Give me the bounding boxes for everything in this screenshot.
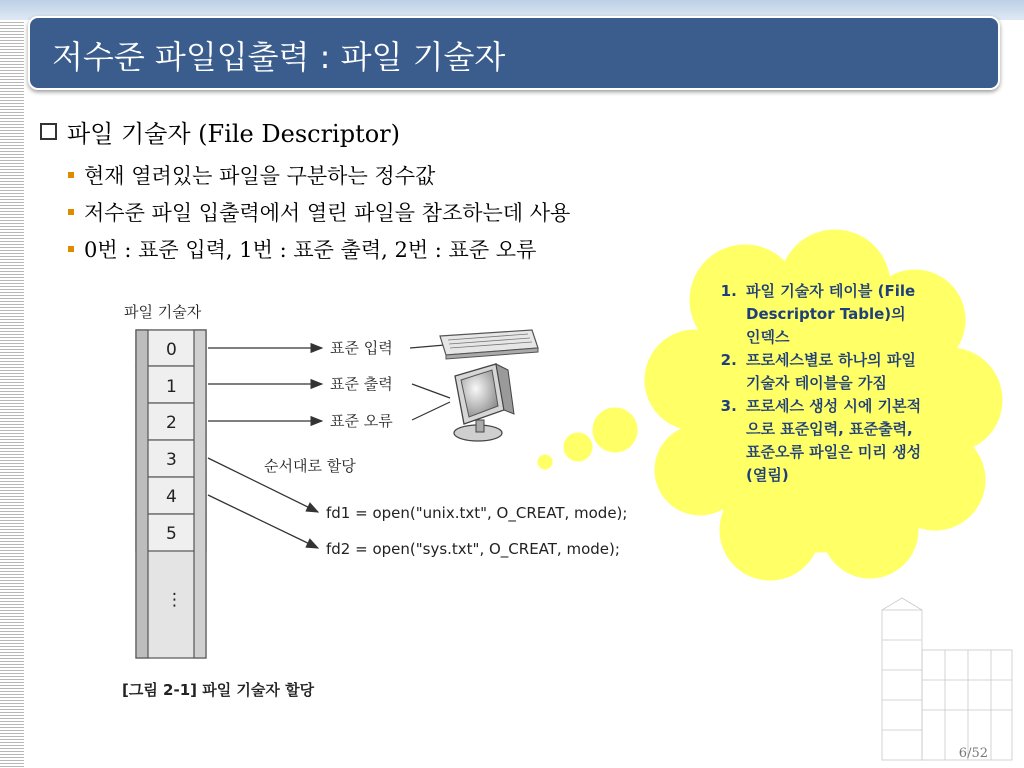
bullet-text: 저수준 파일 입출력에서 열린 파일을 참조하는데 사용 — [84, 201, 571, 225]
code-fd2: fd2 = open("sys.txt", O_CREAT, mode); — [326, 540, 620, 558]
stdout-label: 표준 출력 — [330, 375, 393, 393]
table-cell: 0 — [166, 340, 177, 360]
bullet-text: 현재 열려있는 파일을 구분하는 정수값 — [84, 164, 436, 188]
heading-text: 파일 기술자 (File Descriptor) — [67, 120, 401, 148]
stderr-label: 표준 오류 — [330, 412, 393, 430]
building-sketch-icon — [882, 598, 1012, 760]
cloud-item: 3. 프로세스 생성 시에 기본적으로 표준입력, 표준출력, 표준오류 파일은 미리 생성(열림) — [742, 395, 924, 487]
slide-title: 저수준 파일입출력 : 파일 기술자 — [52, 38, 506, 76]
table-cell: 1 — [166, 377, 177, 397]
table-cell: 3 — [166, 450, 177, 470]
keyboard-icon — [440, 330, 538, 359]
monitor-icon — [454, 364, 514, 441]
table-cell: 5 — [166, 524, 177, 544]
table-cell: 4 — [166, 487, 177, 507]
cloud-text — [708, 280, 924, 487]
table-label: 파일 기술자 — [124, 303, 202, 321]
table-cell: 2 — [166, 413, 177, 433]
table-cell: ⋮ — [166, 590, 183, 610]
stdin-label: 표준 입력 — [330, 339, 393, 357]
arrow-fd2 — [208, 495, 318, 548]
cloud-item: 2. 프로세스별로 하나의 파일 기술자 테이블을 가짐 — [742, 349, 924, 395]
cloud-item: 1. 파일 기술자 테이블 (File Descriptor Table)의 인덱스 — [742, 280, 924, 349]
bullet-text: 0번 : 표준 입력, 1번 : 표준 출력, 2번 : 표준 오류 — [84, 238, 537, 262]
figure-caption: [그림 2-1] 파일 기술자 할당 — [122, 681, 315, 699]
assign-label: 순서대로 할당 — [264, 457, 356, 475]
code-fd1: fd1 = open("unix.txt", O_CREAT, mode); — [326, 504, 628, 522]
page-number: 6/52 — [958, 746, 988, 761]
